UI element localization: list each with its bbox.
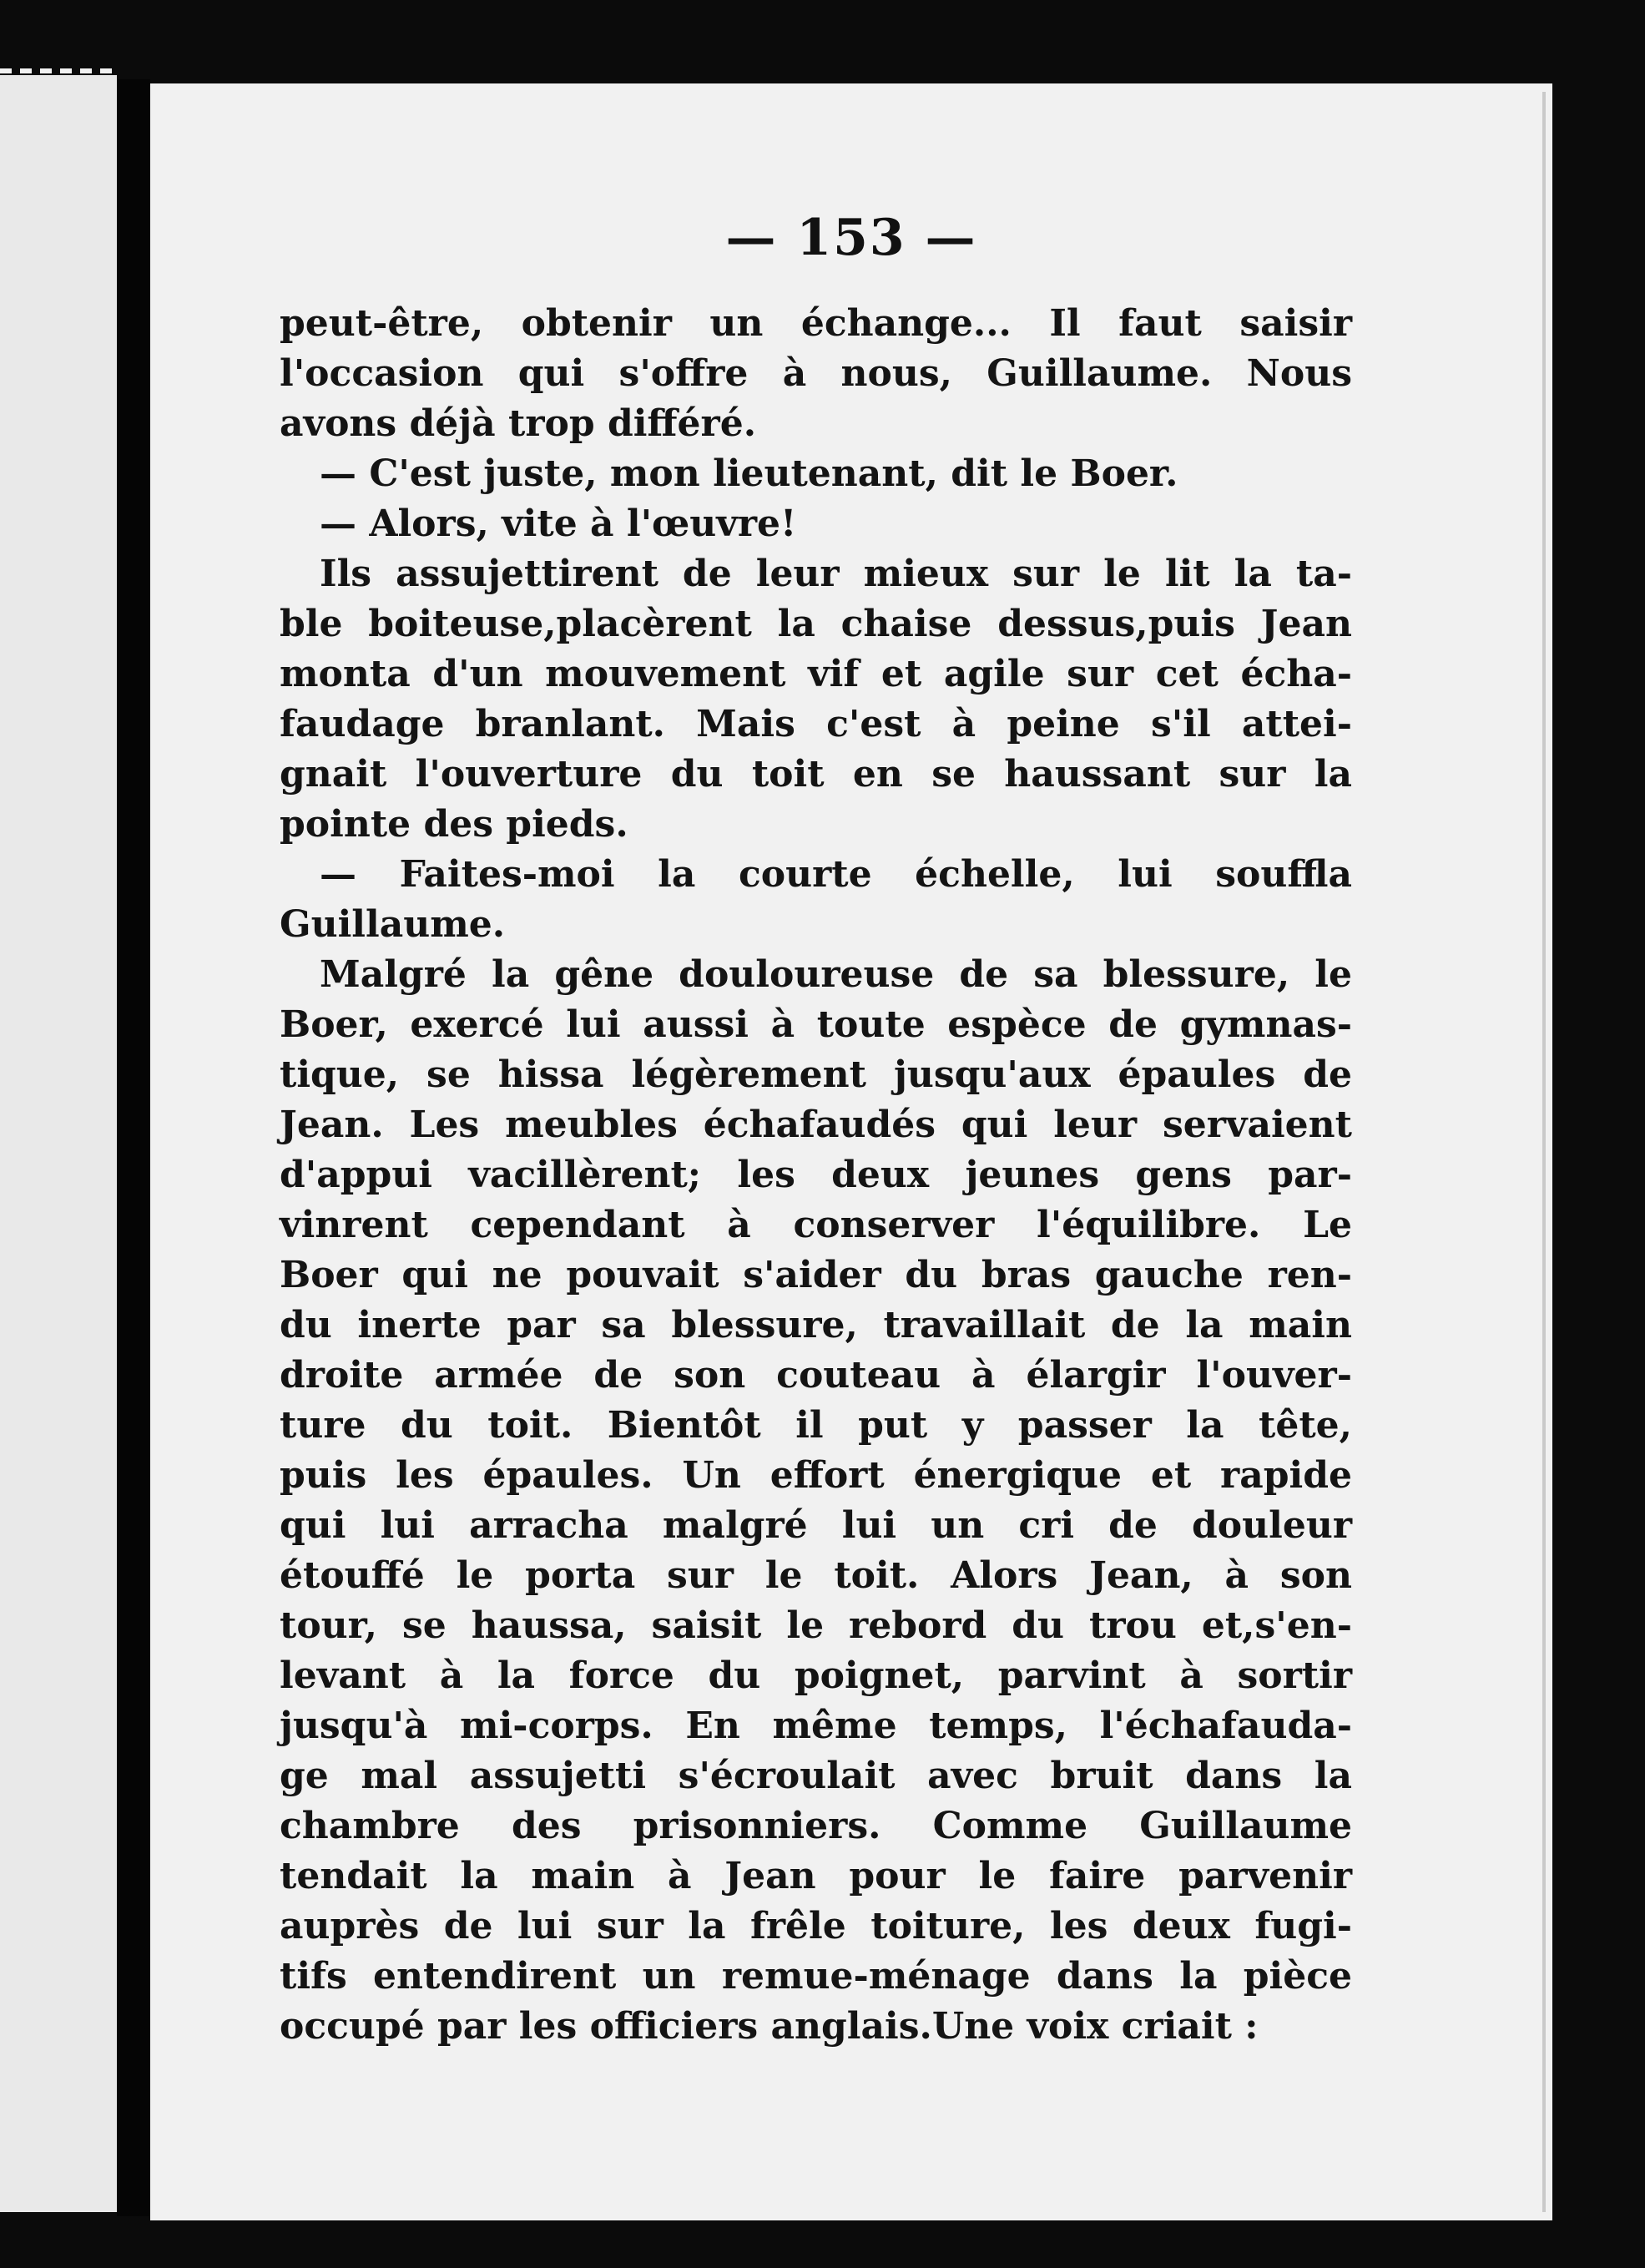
text-line: faudage branlant. Mais c'est à peine s'il attei-: [280, 703, 1352, 745]
text-line: d'appui vacillèrent; les deux jeunes gens par-: [280, 1154, 1352, 1196]
text-line: chambre des prisonniers. Comme Guillaume: [280, 1805, 1352, 1847]
text-line: peut-être, obtenir un échange... Il faut saisir: [280, 302, 1352, 345]
page-text: [280, 299, 1352, 2052]
text-line: droite armée de son couteau à élargir l'ouver-: [280, 1354, 1352, 1397]
text-line: l'occasion qui s'offre à nous, Guillaume. Nous: [280, 352, 1352, 395]
text-line: auprès de lui sur la frêle toiture, les deux fugi-: [280, 1905, 1352, 1947]
text-line: puis les épaules. Un effort énergique et rapide: [280, 1454, 1352, 1497]
text-line: tendait la main à Jean pour le faire parvenir: [280, 1855, 1352, 1897]
text-line: qui lui arracha malgré lui un cri de douleur: [280, 1504, 1352, 1547]
text-line: monta d'un mouvement vif et agile sur cet écha-: [280, 653, 1352, 695]
text-line: Boer qui ne pouvait s'aider du bras gauche ren-: [280, 1254, 1352, 1296]
text-line: gnait l'ouverture du toit en se haussant sur la: [280, 753, 1352, 796]
text-line: ble boiteuse,placèrent la chaise dessus,puis Jean: [280, 603, 1352, 645]
text-line: Boer, exercé lui aussi à toute espèce de gymnas-: [280, 1003, 1352, 1046]
left-page-edge: [0, 68, 117, 73]
text-line: — C'est juste, mon lieutenant, dit le Boer.: [320, 452, 1178, 495]
facing-page-margin: [0, 75, 117, 2212]
text-line: Guillaume.: [280, 903, 506, 946]
text-line: — Alors, vite à l'œuvre!: [320, 503, 797, 545]
book-page: [150, 83, 1552, 2220]
text-line: pointe des pieds.: [280, 803, 628, 846]
text-line: tour, se haussa, saisit le rebord du trou et,s'en-: [280, 1604, 1352, 1647]
text-line: tifs entendirent un remue-ménage dans la pièce: [280, 1955, 1352, 1998]
text-line: Jean. Les meubles échafaudés qui leur servaient: [280, 1104, 1352, 1146]
text-line: ge mal assujetti s'écroulait avec bruit dans la: [280, 1755, 1352, 1797]
text-line: tique, se hissa légèrement jusqu'aux épaules de: [280, 1053, 1352, 1096]
text-line: avons déjà trop différé.: [280, 402, 757, 445]
book-binding-shadow: [117, 79, 150, 2216]
text-line: étouffé le porta sur le toit. Alors Jean, à son: [280, 1554, 1352, 1597]
text-line: du inerte par sa blessure, travaillait de la main: [280, 1304, 1352, 1346]
page-number: — 153 —: [725, 209, 977, 267]
text-line: occupé par les officiers anglais.Une voix criait :: [280, 2005, 1259, 2048]
text-line: jusqu'à mi-corps. En même temps, l'échafauda-: [280, 1705, 1352, 1747]
text-line: vinrent cependant à conserver l'équilibre. Le: [280, 1204, 1352, 1246]
page-right-edge: [1542, 92, 1546, 2212]
text-line: ture du toit. Bientôt il put y passer la tête,: [280, 1404, 1352, 1447]
text-line: levant à la force du poignet, parvint à sortir: [280, 1654, 1352, 1697]
text-line: — Faites-moi la courte échelle, lui souffla: [320, 853, 1352, 896]
text-line: Ils assujettirent de leur mieux sur le lit la ta-: [320, 553, 1352, 595]
text-line: Malgré la gêne douloureuse de sa blessure, le: [320, 953, 1352, 996]
